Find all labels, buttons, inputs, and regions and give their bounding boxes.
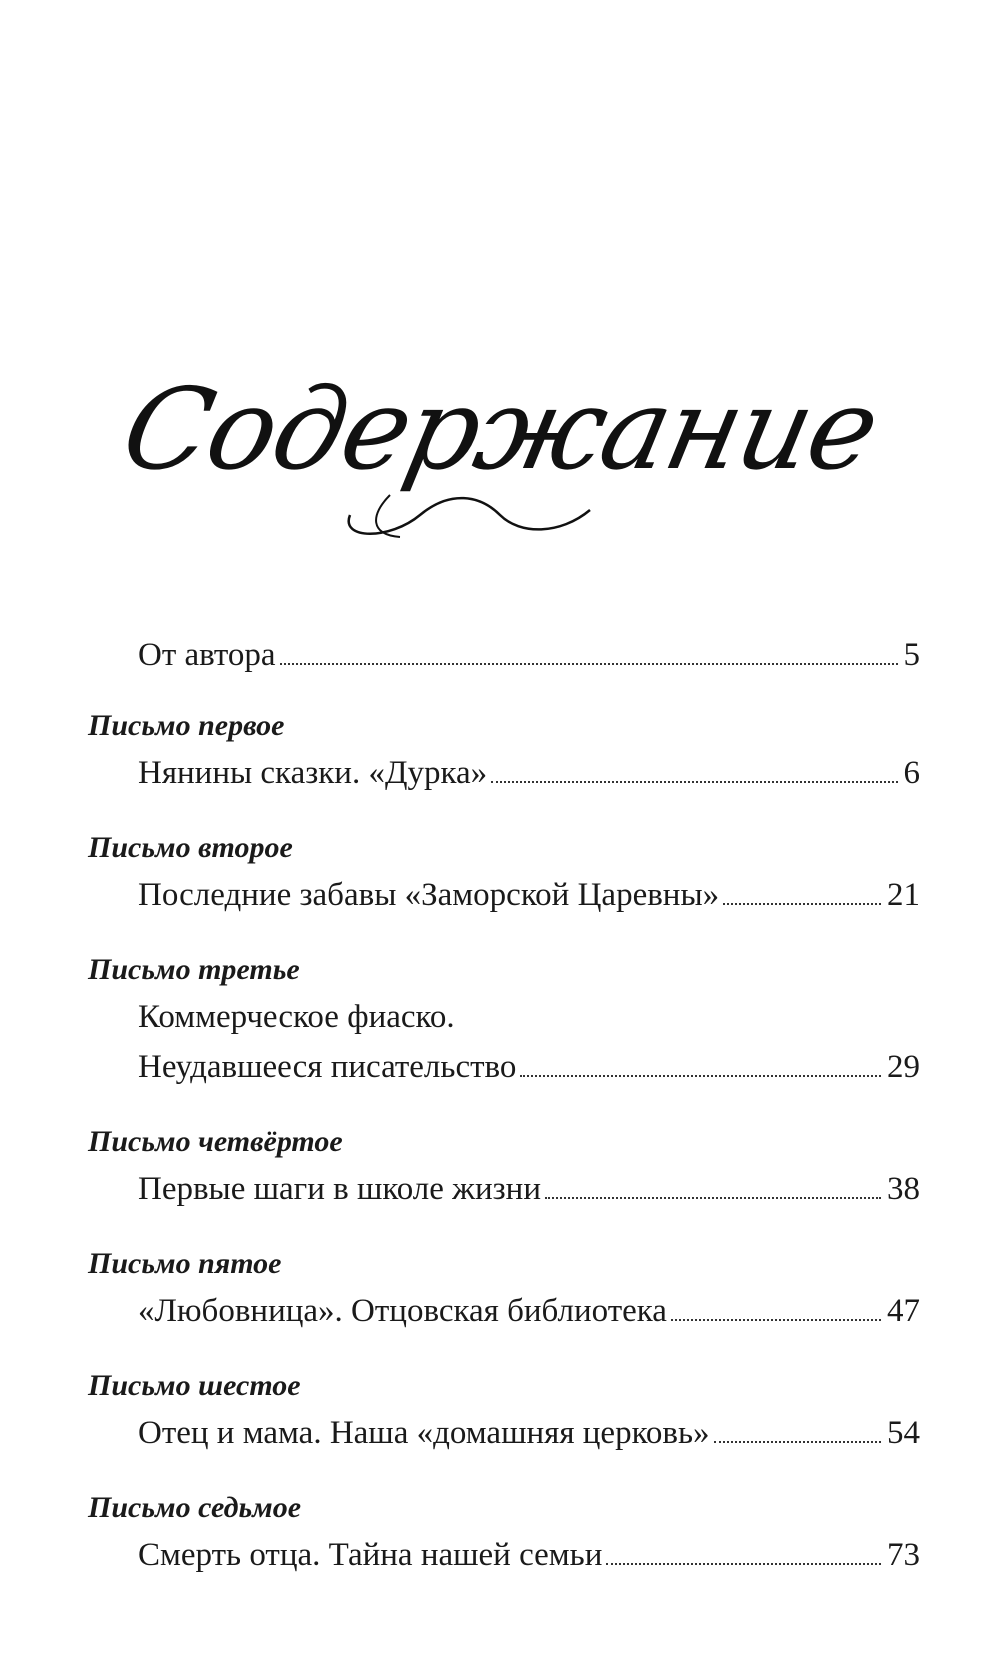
table-of-contents xyxy=(88,630,920,1608)
toc-letter-group xyxy=(88,1120,920,1214)
toc-page-number: 5 xyxy=(903,637,920,673)
letter-label: Письмо шестое xyxy=(88,1369,301,1402)
toc-letter-group xyxy=(88,1364,920,1458)
toc-entry-title: Нянины сказки. «Дурка» xyxy=(138,755,488,791)
dot-leader xyxy=(723,903,881,905)
letter-label: Письмо второе xyxy=(88,831,293,864)
toc-page-number: 73 xyxy=(887,1537,920,1573)
dot-leader xyxy=(671,1319,881,1321)
toc-page-number: 38 xyxy=(887,1171,920,1207)
toc-entry[interactable] xyxy=(88,1408,920,1458)
dot-leader xyxy=(545,1197,881,1199)
toc-entry-title: Неудавшееся писательство xyxy=(138,1049,517,1085)
dot-leader xyxy=(606,1563,881,1565)
toc-entry[interactable] xyxy=(88,1164,920,1214)
dot-leader xyxy=(491,781,897,783)
letter-label: Письмо седьмое xyxy=(88,1491,302,1524)
toc-entry-title: «Любовница». Отцовская библиотека xyxy=(138,1293,667,1329)
toc-entry-title-line[interactable]: Коммерческое фиаско. xyxy=(138,999,455,1035)
toc-entry[interactable] xyxy=(88,1530,920,1580)
toc-intro xyxy=(88,630,920,680)
toc-entry[interactable] xyxy=(88,1286,920,1336)
toc-entry-title: Отец и мама. Наша «домашняя церковь» xyxy=(138,1415,710,1451)
title-flourish-ornament xyxy=(330,455,670,545)
toc-page-number: 54 xyxy=(887,1415,920,1451)
toc-page-number: 6 xyxy=(903,755,920,791)
toc-entry-title: От автора xyxy=(138,637,276,673)
toc-letter-group xyxy=(88,948,920,1092)
page-title: Содержание xyxy=(111,365,888,495)
toc-entry[interactable] xyxy=(88,630,920,680)
letter-label: Письмо первое xyxy=(88,709,285,742)
toc-letter-group xyxy=(88,1486,920,1580)
toc-letter-group xyxy=(88,1242,920,1336)
toc-letter-group xyxy=(88,704,920,798)
dot-leader xyxy=(714,1441,881,1443)
dot-leader xyxy=(280,663,898,665)
letter-label: Письмо пятое xyxy=(88,1247,282,1280)
toc-page-number: 29 xyxy=(887,1049,920,1085)
toc-letter-group xyxy=(88,826,920,920)
toc-entry[interactable] xyxy=(88,870,920,920)
toc-page-number: 47 xyxy=(887,1293,920,1329)
toc-entry-title: Смерть отца. Тайна нашей семьи xyxy=(138,1537,603,1573)
toc-entry[interactable] xyxy=(88,1042,920,1092)
toc-page-number: 21 xyxy=(887,877,920,913)
letter-label: Письмо третье xyxy=(88,953,300,986)
toc-entry[interactable] xyxy=(88,748,920,798)
dot-leader xyxy=(520,1075,881,1077)
toc-entry-title: Первые шаги в школе жизни xyxy=(138,1171,541,1207)
letter-label: Письмо четвёртое xyxy=(88,1125,343,1158)
toc-entry-title: Последние забавы «Заморской Царевны» xyxy=(138,877,720,913)
